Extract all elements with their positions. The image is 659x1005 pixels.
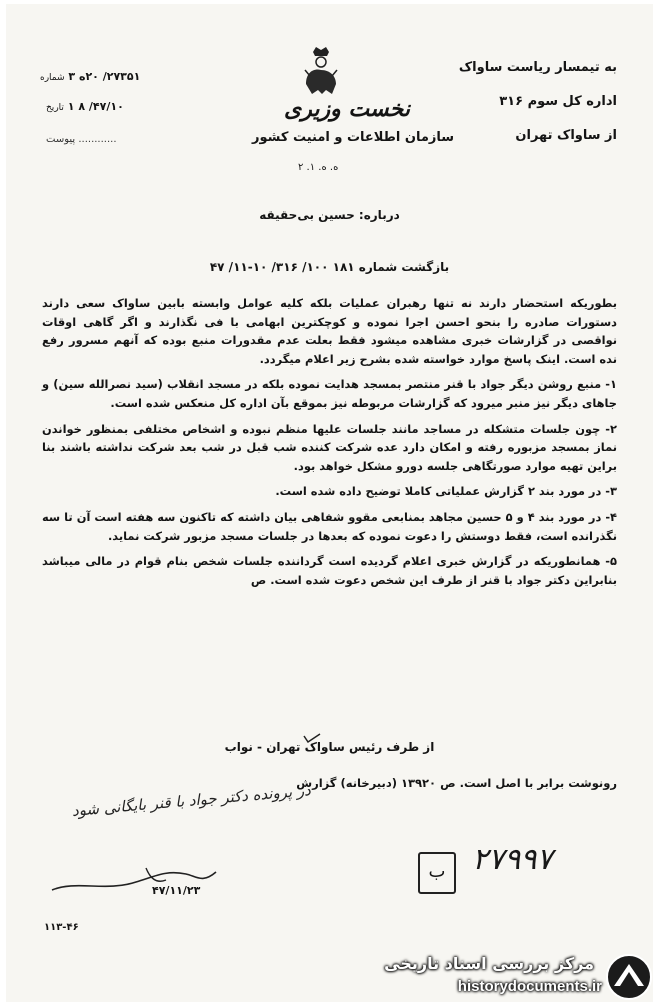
- watermark-title: مرکز بررسی اسناد تاریخی: [384, 954, 594, 973]
- attachment-line: [46, 134, 117, 145]
- check-mark-icon: [302, 732, 322, 748]
- date-label: تاریخ: [46, 103, 64, 113]
- true-copy-line: رونوشت برابر با اصل است. ص ۱۳۹۲۰ (دبیرخانه) گزارش: [296, 776, 617, 790]
- number-value: ۲۷۳۵۱/ ۲۰ه ۳: [68, 70, 141, 83]
- body-intro: بطوریکه استحضار دارند نه تنها رهبران عملیات بلکه کلیه عوامل وابسته بابین ساواک سعی دارند دستورات صادره را بنحو احسن اجرا نموده و کوچکترین ابهامی با فی نگذارند و اگر گاهی اوقات نواقصی در گزارشات خبری مشاهده میشود فقط بعلت عدم مقدورات منبع بوده که آنهم مسرور رفع نده است. اینک پاسخ موارد خواسته شده بشرح زیر اعلام میگردد.: [42, 296, 617, 366]
- department-line: اداره کل سوم ۳۱۶: [499, 94, 617, 109]
- subject-line: درباره: حسین بی‌حقیقه: [259, 208, 400, 222]
- ministry-title: نخست وزیری: [284, 96, 410, 122]
- archive-logo-icon: [604, 952, 654, 1002]
- body-item-5: ۵- همانطوریکه در گزارش خبری اعلام گردیده است گرداننده جلسات شخص بنام قوام در مالی میباشد بنابراین دکتر جواد با قنر از طرف این شخص دعوت شده است. ص: [42, 554, 617, 587]
- body-item-4: ۴- در مورد بند ۴ و ۵ حسین مجاهد بمنابعی مقوو شفاهی بیان داشته که تاکنون سه هفته است آن تا سه نگذرانده است، فقط دوستش را دعوت نموده که بعدها در جلسات مسجد مزبور شرکت نماید.: [42, 509, 617, 543]
- sender-line: از ساواک تهران: [515, 128, 617, 143]
- recipient-line: به تیمسار ریاست ساواک: [458, 60, 617, 75]
- document-page: [6, 4, 653, 1002]
- signature-line: از طرف رئیس ساواک تهران - نواب: [224, 740, 435, 754]
- organization-name: سازمان اطلاعات و امنیت کشور: [252, 130, 455, 145]
- org-code: ه. ه. ۱. ۲: [298, 162, 339, 173]
- signature-date: ۴۷/۱۱/۲۳: [152, 884, 201, 897]
- archive-watermark: [378, 948, 656, 1004]
- handwritten-note: در پرونده دکتر جواد با قنر بایگانی شود: [71, 781, 312, 820]
- watermark-url: historydocuments.ir: [457, 978, 602, 995]
- number-label: شماره: [40, 73, 65, 83]
- document-number: ۲۷۹۹۷: [472, 842, 553, 877]
- reference-line: بازگشت شماره ۱۸۱ ۱۰۰/ ۳۱۶/ ۱۰-۱۱/ ۴۷: [209, 260, 450, 274]
- letter-body: [42, 294, 617, 596]
- letter-number: [40, 70, 140, 83]
- filing-box-mark: ب: [418, 852, 456, 894]
- attachment-dots: ............: [78, 134, 117, 145]
- letter-date: [46, 100, 124, 113]
- date-value: ۴۷/۱۰/ ۸ ۱: [67, 100, 124, 113]
- attachment-label: پیوست: [46, 134, 76, 145]
- lion-and-sun-emblem-icon: [300, 46, 342, 98]
- body-item-1: ۱- منبع روشن دیگر جواد با قنر منتصر بمسجد هدایت نموده بلکه در مسجد انقلاب (سید نصرالله سین) و جاهای دیگر نیز منبر میرود که گزارشات مربوطه نیز بموقع بآن اداره کل منعکس شده است.: [42, 377, 617, 410]
- body-item-2: ۲- چون جلسات متشکله در مساجد مانند جلسات علیها منظم نبوده و اشخاص مختلفی بمنظور خواندن نماز بمسجد مزبوره رفته و امکان دارد عده شرکت کننده شب قبل در شب بعد شرکت نداشته باشند بنا براین تهیه موارد صورتگاهی جلسه دورو مشکل خواهد بود.: [42, 421, 617, 473]
- footer-code: ۱۱۳-۴۶: [44, 922, 79, 933]
- body-item-3: ۳- در مورد بند ۲ گزارش عملیاتی کاملا توضیح داده شده است.: [275, 484, 617, 499]
